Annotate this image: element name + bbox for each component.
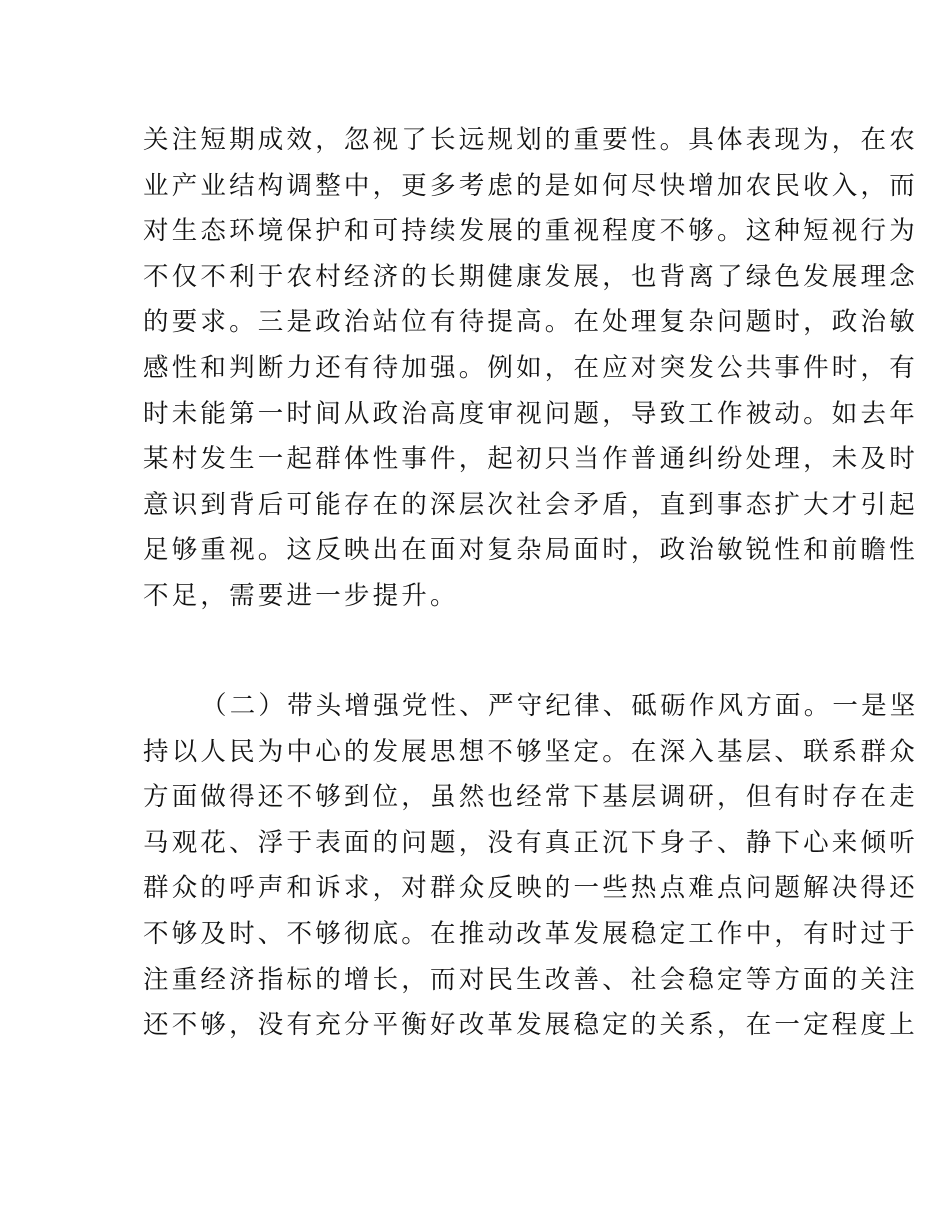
text-line: 关注短期成效，忽视了长远规划的重要性。具体表现为，在农 [143, 125, 918, 155]
text-line: 时未能第一时间从政治高度审视问题，导致工作被动。如去年 [143, 398, 918, 429]
text-line: 方面做得还不够到位，虽然也经常下基层调研，但有时存在走 [143, 782, 918, 813]
text-line: 注重经济指标的增长，而对民生改善、社会稳定等方面的关注 [143, 964, 918, 995]
text-line: 不够及时、不够彻底。在推动改革发展稳定工作中，有时过于 [143, 918, 918, 949]
text-line: 某村发生一起群体性事件，起初只当作普通纠纷处理，未及时 [143, 444, 918, 475]
paragraph-2 [143, 684, 919, 1049]
text-line: 不足，需要进一步提升。 [143, 580, 459, 611]
text-line: 还不够，没有充分平衡好改革发展稳定的关系，在一定程度上 [143, 1010, 918, 1041]
text-line: 的要求。三是政治站位有待提高。在处理复杂问题时，政治敏 [143, 307, 918, 338]
text-line: 业产业结构调整中，更多考虑的是如何尽快增加农民收入，而 [143, 170, 918, 201]
text-line: 感性和判断力还有待加强。例如，在应对突发公共事件时，有 [143, 352, 918, 383]
text-line: 群众的呼声和诉求，对群众反映的一些热点难点问题解决得还 [143, 873, 918, 904]
section-heading-line: （二）带头增强党性、严守纪律、砥砺作风方面。一是坚 [201, 691, 919, 721]
text-line: 不仅不利于农村经济的长期健康发展，也背离了绿色发展理念 [143, 261, 918, 292]
text-line: 对生态环境保护和可持续发展的重视程度不够。这种短视行为 [143, 216, 918, 247]
paragraph-1 [143, 118, 918, 620]
text-line: 足够重视。这反映出在面对复杂局面时，政治敏锐性和前瞻性 [143, 535, 918, 566]
text-line: 持以人民为中心的发展思想不够坚定。在深入基层、联系群众 [143, 736, 918, 767]
text-line: 意识到背后可能存在的深层次社会矛盾，直到事态扩大才引起 [143, 489, 918, 520]
text-line: 马观花、浮于表面的问题，没有真正沉下身子、静下心来倾听 [143, 827, 918, 858]
